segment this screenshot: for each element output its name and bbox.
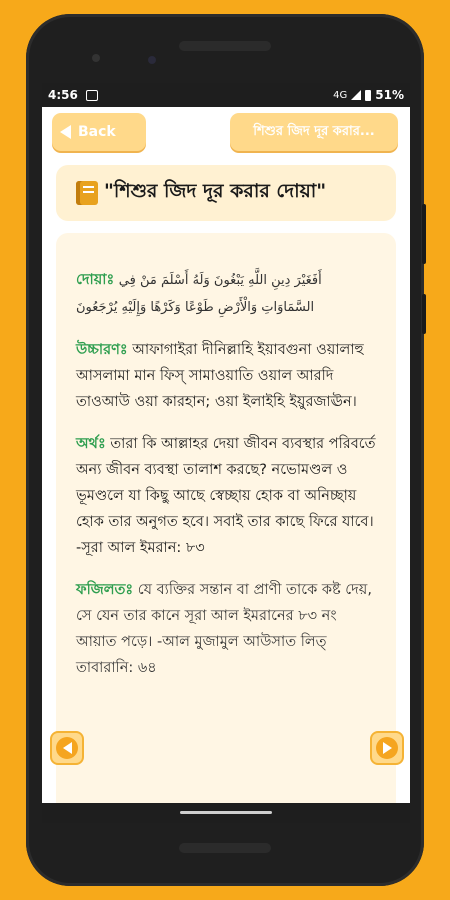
network-type: 4G — [333, 89, 348, 101]
meaning-text: তারা কি আল্লাহর দেয়া জীবন ব্যবস্থার পরিবর্তে অন্য জীবন ব্যবস্থা তালাশ করছে? নভোমণ্ডল ও ভূমণ্ডলে যা কিছু আছে স্বেচ্ছায় হোক বা অনিচ্ছায় হোক তার অনুগত হবে। সবাই তার কাছে ফিরে যাবে। -সূরা আল ইমরান: ৮৩ — [76, 436, 376, 556]
home-gesture-handle[interactable] — [180, 811, 272, 814]
virtue-label: ফজিলতঃ — [76, 582, 134, 598]
virtue-text: যে ব্যক্তির সন্তান বা প্রাণী তাকে কষ্ট দেয়, সে যেন তার কানে সূরা আল ইমরানের ৮৩ নং আয়াত পড়ে। -আল মুজামুল আউসাত লিত্ তাবারানি: ৬৪ — [76, 582, 372, 676]
back-arrow-icon — [60, 125, 71, 139]
page-title: "শিশুর জিদ দূর করার দোয়া" — [104, 180, 327, 202]
dua-label: দোয়াঃ — [76, 272, 115, 288]
pronunciation-section — [76, 337, 378, 415]
system-navigation-bar — [42, 803, 410, 823]
volume-button — [422, 204, 426, 264]
meaning-label: অর্থঃ — [76, 436, 106, 452]
battery-icon — [365, 90, 371, 101]
back-button-label: Back — [78, 124, 116, 140]
meaning-section — [76, 431, 378, 561]
status-time: 4:56 — [48, 88, 78, 102]
pronunciation-label: উচ্চারণঃ — [76, 342, 128, 358]
page-header — [56, 165, 396, 221]
virtue-section — [76, 577, 378, 681]
title-button-label: শিশুর জিদ দূর করার... — [253, 123, 375, 139]
front-sensor — [92, 54, 100, 62]
app-screen — [42, 83, 410, 803]
earpiece-speaker — [179, 41, 271, 51]
bottom-speaker — [179, 843, 271, 853]
notification-icon — [86, 90, 98, 101]
status-bar — [42, 83, 410, 107]
battery-percent: 51% — [375, 88, 404, 102]
front-camera — [148, 56, 156, 64]
top-navigation — [50, 113, 402, 153]
book-icon — [76, 181, 98, 205]
previous-button[interactable] — [50, 731, 84, 765]
back-button[interactable] — [52, 113, 146, 151]
signal-icon — [351, 90, 361, 100]
previous-arrow-icon — [56, 737, 78, 759]
dua-arabic-text: أَفَغَيْرَ دِينِ اللَّهِ يَبْغُونَ وَلَهُ أَسْلَمَ مَنْ فِي السَّمَاوَاتِ وَالْأَرْضِ طَوْعًا وَكَرْهًا وَإِلَيْهِ يُرْجَعُونَ — [76, 273, 322, 315]
dua-section — [76, 267, 378, 321]
pronunciation-text: আফাগাইরা দীনিল্লাহি ইয়াবগুনা ওয়ালাহু আসলামা মান ফিস্ সামাওয়াতি ওয়াল আরদি তাওআউ ওয়া কারহান; ওয়া ইলাইহি ইয়ুরজাঊন। — [76, 342, 364, 410]
title-button[interactable] — [230, 113, 398, 151]
power-button — [422, 294, 426, 334]
dua-content-card[interactable] — [56, 233, 396, 803]
next-button[interactable] — [370, 731, 404, 765]
next-arrow-icon — [376, 737, 398, 759]
